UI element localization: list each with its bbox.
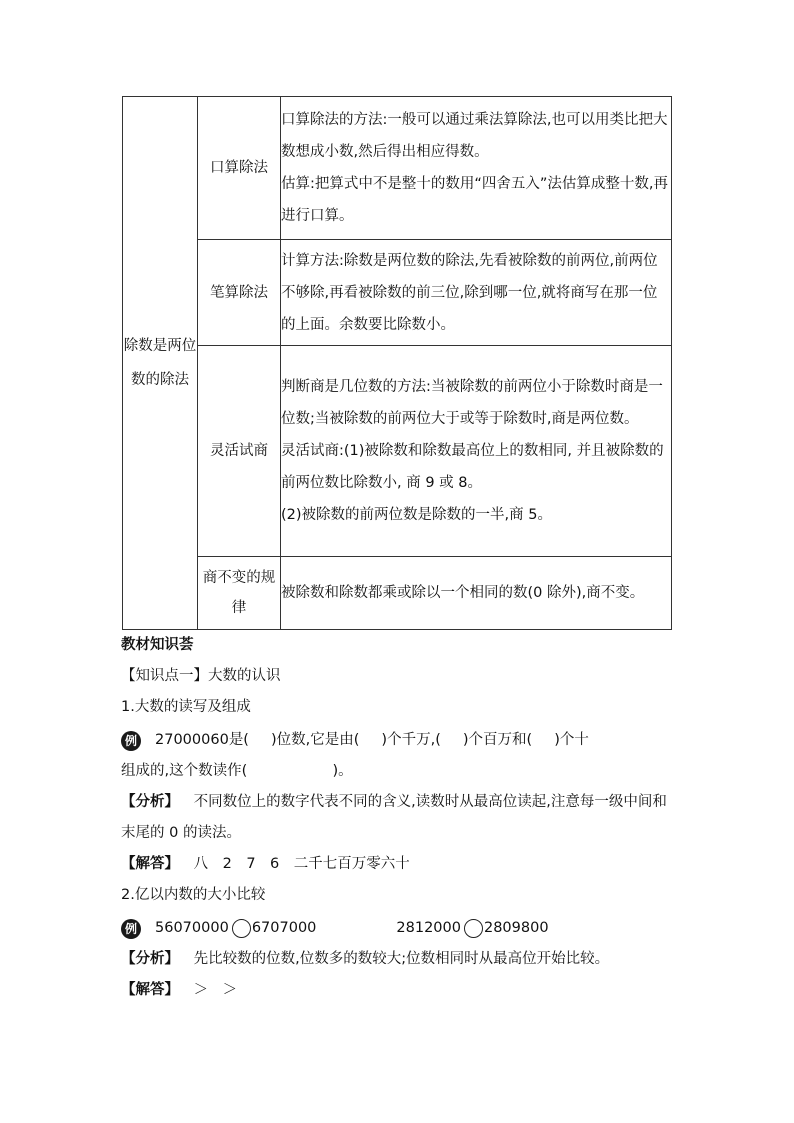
row-content xyxy=(281,97,672,240)
section-title: 教材知识荟 xyxy=(121,637,194,653)
subheading: 2.亿以内数的大小比较 xyxy=(121,887,266,903)
example-line xyxy=(121,725,681,756)
row-content xyxy=(281,557,672,630)
knowledge-point-heading: 【知识点一】大数的认识 xyxy=(121,668,281,684)
answer-text: ＞ ＞ xyxy=(193,982,238,998)
compare-number: 2809800 xyxy=(483,920,549,936)
analysis-1 xyxy=(121,787,681,849)
compare-circle[interactable] xyxy=(464,919,483,938)
example-text: )个十 xyxy=(554,732,589,748)
example-text: 组成的,这个数读作( xyxy=(121,763,248,779)
content-line: 口算除法的方法:一般可以通过乘法算除法,也可以用类比把大数想成小数,然后得出相应得数。 xyxy=(281,112,668,160)
compare-number: 6707000 xyxy=(251,920,317,936)
example-text: )。 xyxy=(332,763,353,779)
content-line: 被除数和除数都乘或除以一个相同的数(0 除外),商不变。 xyxy=(281,585,645,601)
analysis-label: 【分析】 xyxy=(121,951,179,967)
answer-label: 【解答】 xyxy=(121,856,179,872)
analysis-text: 不同数位上的数字代表不同的含义,读数时从最高位读起,注意每一级中间和末尾的 0 的读法。 xyxy=(121,794,667,841)
example-text: )个百万和( xyxy=(462,732,533,748)
knowledge-table xyxy=(122,96,672,630)
example-number: 27000060 xyxy=(155,732,229,748)
example-text: )位数,它是由( xyxy=(270,732,360,748)
answer-text: 八 2 7 6 二千七百万零六十 xyxy=(193,856,410,872)
row-name: 笔算除法 xyxy=(198,240,281,346)
example-line xyxy=(121,913,681,944)
answer-label: 【解答】 xyxy=(121,982,179,998)
row-name: 商不变的规律 xyxy=(198,557,281,630)
analysis-text: 先比较数的位数,位数多的数较大;位数相同时从最高位开始比较。 xyxy=(193,951,610,967)
answer-1 xyxy=(121,849,681,880)
row-name: 灵活试商 xyxy=(198,346,281,557)
subheading: 1.大数的读写及组成 xyxy=(121,699,251,715)
content-line: 计算方法:除数是两位数的除法,先看被除数的前两位,前两位不够除,再看被除数的前三位,除到哪一位,就将商写在那一位的上面。余数要比除数小。 xyxy=(281,252,658,333)
text-body xyxy=(121,630,681,1006)
analysis-2 xyxy=(121,944,681,975)
compare-number: 56070000 xyxy=(155,920,229,936)
row-content xyxy=(281,346,672,557)
compare-circle[interactable] xyxy=(232,919,251,938)
answer-2 xyxy=(121,975,681,1006)
example-icon: 例 xyxy=(121,731,141,751)
example-text: )个千万,( xyxy=(381,732,441,748)
content-line: 灵活试商:(1)被除数和除数最高位上的数相同, 并且被除数的前两位数比除数小, 商 9 或 8。 xyxy=(281,443,664,491)
content-line: 估算:把算式中不是整十的数用“四舍五入”法估算成整十数,再进行口算。 xyxy=(281,176,669,224)
example-icon: 例 xyxy=(121,919,141,939)
analysis-label: 【分析】 xyxy=(121,794,179,810)
compare-number: 2812000 xyxy=(396,920,461,936)
row-content xyxy=(281,240,672,346)
content-line: (2)被除数的前两位数是除数的一半,商 5。 xyxy=(281,507,552,523)
table-main-label: 除数是两位数的除法 xyxy=(123,97,198,630)
content-line: 判断商是几位数的方法:当被除数的前两位小于除数时商是一位数;当被除数的前两位大于或等于除数时,商是两位数。 xyxy=(281,379,663,427)
example-text: 是( xyxy=(228,732,249,748)
example-line-2 xyxy=(121,756,681,787)
row-name: 口算除法 xyxy=(198,97,281,240)
